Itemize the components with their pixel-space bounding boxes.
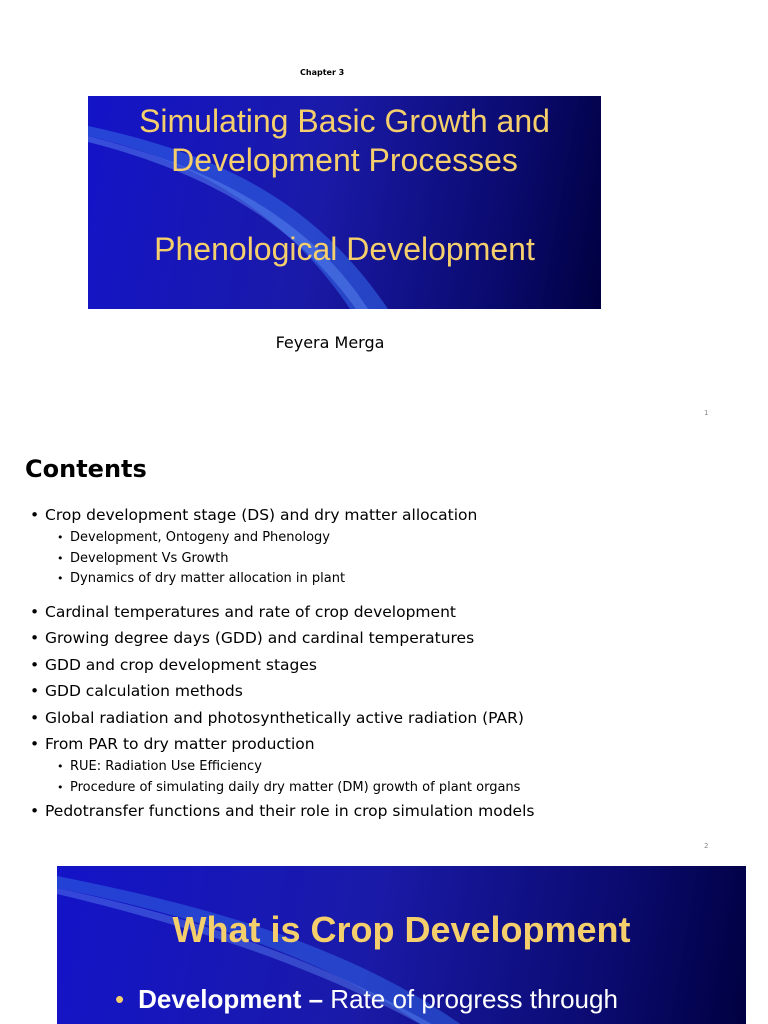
contents-list <box>30 502 750 825</box>
slide-bullet-text: Rate of progress through <box>330 984 618 1014</box>
chapter-label: Chapter 3 <box>300 68 345 77</box>
page-number-2: 2 <box>704 842 709 850</box>
list-item: • Cardinal temperatures and rate of crop development <box>30 602 456 621</box>
author-name: Feyera Merga <box>275 333 385 352</box>
page-number-1: 1 <box>704 409 709 417</box>
list-item: • Pedotransfer functions and their role in crop simulation models <box>30 802 535 821</box>
list-item: • Global radiation and photosynthetically active radiation (PAR) <box>30 708 524 727</box>
list-item: • GDD calculation methods <box>30 682 243 701</box>
list-item: • Growing degree days (GDD) and cardinal temperatures <box>30 629 475 648</box>
slide-title-top <box>88 102 601 180</box>
slide-bullet: • Development – Rate of progress through <box>115 984 618 1014</box>
list-subitem: • Procedure of simulating daily dry matter (DM) growth of plant organs <box>57 779 521 795</box>
list-item: • From PAR to dry matter production <box>30 734 315 753</box>
crop-development-slide-image <box>57 866 746 1024</box>
list-subitem: • RUE: Radiation Use Efficiency <box>57 759 262 775</box>
slide-title-line-1: Simulating Basic Growth and <box>139 103 550 139</box>
list-item: • Crop development stage (DS) and dry matter allocation <box>30 506 478 524</box>
title-slide-image <box>88 96 601 309</box>
list-item: • GDD and crop development stages <box>30 655 317 674</box>
slide-subtitle: Phenological Development <box>154 231 535 267</box>
contents-heading: Contents <box>25 455 147 483</box>
list-subitem: • Development Vs Growth <box>57 550 229 566</box>
slide-title-line-2: Development Processes <box>171 142 518 179</box>
list-subitem: • Dynamics of dry matter allocation in plant <box>57 571 346 587</box>
slide-bullet-term: Development – <box>138 984 324 1014</box>
list-subitem: • Development, Ontogeny and Phenology <box>57 530 330 546</box>
slide-title: What is Crop Development <box>172 909 631 950</box>
